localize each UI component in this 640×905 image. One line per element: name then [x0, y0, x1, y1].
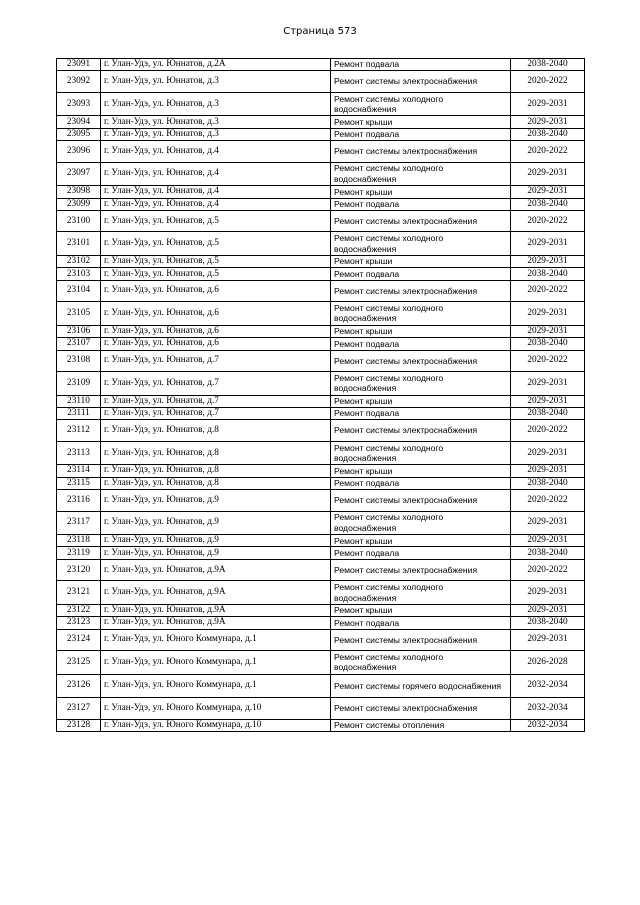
- table-row: [57, 441, 585, 465]
- address-cell: г. Улан-Удэ, ул. Юннатов, д.9А: [101, 559, 331, 581]
- table-row: [57, 350, 585, 372]
- row-number-cell: 23128: [57, 719, 101, 731]
- period-cell: 2038-2040: [511, 268, 585, 280]
- work-type-cell: Ремонт подвала: [331, 268, 511, 280]
- period-cell: 2038-2040: [511, 59, 585, 71]
- row-number-cell: 23122: [57, 604, 101, 616]
- table-row: [57, 674, 585, 698]
- row-number-cell: 23111: [57, 407, 101, 419]
- address-cell: г. Улан-Удэ, ул. Юннатов, д.9А: [101, 604, 331, 616]
- address-cell: г. Улан-Удэ, ул. Юннатов, д.5: [101, 232, 331, 256]
- address-cell: г. Улан-Удэ, ул. Юннатов, д.3: [101, 92, 331, 116]
- period-cell: 2029-2031: [511, 116, 585, 128]
- work-type-cell: Ремонт крыши: [331, 255, 511, 267]
- work-type-cell: Ремонт системы холодного водоснабжения: [331, 302, 511, 326]
- period-cell: 2020-2022: [511, 210, 585, 232]
- period-cell: 2020-2022: [511, 490, 585, 512]
- address-cell: г. Улан-Удэ, ул. Юного Коммунара, д.1: [101, 651, 331, 675]
- row-number-cell: 23125: [57, 651, 101, 675]
- work-type-cell: Ремонт системы холодного водоснабжения: [331, 92, 511, 116]
- work-type-cell: Ремонт крыши: [331, 116, 511, 128]
- period-cell: 2020-2022: [511, 141, 585, 163]
- table-row: [57, 338, 585, 350]
- address-cell: г. Улан-Удэ, ул. Юннатов, д.7: [101, 407, 331, 419]
- row-number-cell: 23091: [57, 59, 101, 71]
- address-cell: г. Улан-Удэ, ул. Юннатов, д.4: [101, 141, 331, 163]
- table-row: [57, 465, 585, 477]
- work-type-cell: Ремонт системы холодного водоснабжения: [331, 511, 511, 535]
- table-row: [57, 547, 585, 559]
- table-row: [57, 719, 585, 731]
- row-number-cell: 23092: [57, 71, 101, 93]
- row-number-cell: 23109: [57, 372, 101, 396]
- period-cell: 2038-2040: [511, 477, 585, 489]
- period-cell: 2038-2040: [511, 547, 585, 559]
- row-number-cell: 23116: [57, 490, 101, 512]
- work-type-cell: Ремонт системы электроснабжения: [331, 629, 511, 651]
- work-type-cell: Ремонт крыши: [331, 186, 511, 198]
- row-number-cell: 23115: [57, 477, 101, 489]
- period-cell: 2029-2031: [511, 604, 585, 616]
- table-row: [57, 198, 585, 210]
- row-number-cell: 23110: [57, 395, 101, 407]
- work-type-cell: Ремонт системы холодного водоснабжения: [331, 162, 511, 186]
- table-row: [57, 477, 585, 489]
- work-type-cell: Ремонт системы электроснабжения: [331, 698, 511, 720]
- period-cell: 2029-2031: [511, 511, 585, 535]
- period-cell: 2020-2022: [511, 71, 585, 93]
- row-number-cell: 23113: [57, 441, 101, 465]
- address-cell: г. Улан-Удэ, ул. Юного Коммунара, д.10: [101, 698, 331, 720]
- table-row: [57, 280, 585, 302]
- table-row: [57, 511, 585, 535]
- address-cell: г. Улан-Удэ, ул. Юннатов, д.9А: [101, 617, 331, 629]
- work-type-cell: Ремонт подвала: [331, 338, 511, 350]
- address-cell: г. Улан-Удэ, ул. Юннатов, д.5: [101, 255, 331, 267]
- page-header: Страница 573: [283, 26, 357, 37]
- address-cell: г. Улан-Удэ, ул. Юннатов, д.9: [101, 511, 331, 535]
- address-cell: г. Улан-Удэ, ул. Юннатов, д.7: [101, 350, 331, 372]
- work-type-cell: Ремонт системы холодного водоснабжения: [331, 372, 511, 396]
- row-number-cell: 23096: [57, 141, 101, 163]
- work-type-cell: Ремонт подвала: [331, 547, 511, 559]
- period-cell: 2032-2034: [511, 698, 585, 720]
- table-row: [57, 407, 585, 419]
- period-cell: 2029-2031: [511, 465, 585, 477]
- table-row: [57, 490, 585, 512]
- address-cell: г. Улан-Удэ, ул. Юннатов, д.2А: [101, 59, 331, 71]
- period-cell: 2029-2031: [511, 232, 585, 256]
- work-type-cell: Ремонт крыши: [331, 535, 511, 547]
- address-cell: г. Улан-Удэ, ул. Юннатов, д.3: [101, 71, 331, 93]
- address-cell: г. Улан-Удэ, ул. Юннатов, д.8: [101, 441, 331, 465]
- period-cell: 2029-2031: [511, 92, 585, 116]
- table-row: [57, 116, 585, 128]
- table-row: [57, 302, 585, 326]
- row-number-cell: 23106: [57, 325, 101, 337]
- address-cell: г. Улан-Удэ, ул. Юннатов, д.3: [101, 116, 331, 128]
- row-number-cell: 23107: [57, 338, 101, 350]
- work-type-cell: Ремонт подвала: [331, 59, 511, 71]
- address-cell: г. Улан-Удэ, ул. Юннатов, д.7: [101, 395, 331, 407]
- table-row: [57, 128, 585, 140]
- row-number-cell: 23097: [57, 162, 101, 186]
- works-table: [56, 58, 585, 732]
- period-cell: 2029-2031: [511, 186, 585, 198]
- table-row: [57, 186, 585, 198]
- period-cell: 2029-2031: [511, 441, 585, 465]
- row-number-cell: 23103: [57, 268, 101, 280]
- work-type-cell: Ремонт системы холодного водоснабжения: [331, 581, 511, 605]
- row-number-cell: 23120: [57, 559, 101, 581]
- period-cell: 2029-2031: [511, 395, 585, 407]
- period-cell: 2029-2031: [511, 162, 585, 186]
- work-type-cell: Ремонт системы холодного водоснабжения: [331, 232, 511, 256]
- work-type-cell: Ремонт подвала: [331, 407, 511, 419]
- period-cell: 2020-2022: [511, 280, 585, 302]
- row-number-cell: 23117: [57, 511, 101, 535]
- work-type-cell: Ремонт системы холодного водоснабжения: [331, 651, 511, 675]
- period-cell: 2038-2040: [511, 198, 585, 210]
- row-number-cell: 23102: [57, 255, 101, 267]
- address-cell: г. Улан-Удэ, ул. Юннатов, д.8: [101, 477, 331, 489]
- period-cell: 2032-2034: [511, 719, 585, 731]
- period-cell: 2038-2040: [511, 128, 585, 140]
- address-cell: г. Улан-Удэ, ул. Юннатов, д.4: [101, 186, 331, 198]
- table-row: [57, 629, 585, 651]
- address-cell: г. Улан-Удэ, ул. Юннатов, д.6: [101, 302, 331, 326]
- table-row: [57, 162, 585, 186]
- address-cell: г. Улан-Удэ, ул. Юннатов, д.5: [101, 210, 331, 232]
- row-number-cell: 23121: [57, 581, 101, 605]
- period-cell: 2038-2040: [511, 407, 585, 419]
- period-cell: 2038-2040: [511, 338, 585, 350]
- period-cell: 2029-2031: [511, 255, 585, 267]
- address-cell: г. Улан-Удэ, ул. Юного Коммунара, д.1: [101, 674, 331, 698]
- row-number-cell: 23093: [57, 92, 101, 116]
- work-type-cell: Ремонт крыши: [331, 465, 511, 477]
- address-cell: г. Улан-Удэ, ул. Юннатов, д.6: [101, 325, 331, 337]
- table-row: [57, 559, 585, 581]
- work-type-cell: Ремонт системы отопления: [331, 719, 511, 731]
- address-cell: г. Улан-Удэ, ул. Юннатов, д.9: [101, 535, 331, 547]
- work-type-cell: Ремонт подвала: [331, 477, 511, 489]
- period-cell: 2026-2028: [511, 651, 585, 675]
- address-cell: г. Улан-Удэ, ул. Юннатов, д.9: [101, 547, 331, 559]
- period-cell: 2029-2031: [511, 629, 585, 651]
- table-row: [57, 420, 585, 442]
- row-number-cell: 23112: [57, 420, 101, 442]
- row-number-cell: 23095: [57, 128, 101, 140]
- period-cell: 2020-2022: [511, 350, 585, 372]
- work-type-cell: Ремонт системы электроснабжения: [331, 71, 511, 93]
- table-row: [57, 232, 585, 256]
- work-type-cell: Ремонт системы электроснабжения: [331, 420, 511, 442]
- address-cell: г. Улан-Удэ, ул. Юннатов, д.9: [101, 490, 331, 512]
- row-number-cell: 23094: [57, 116, 101, 128]
- table-row: [57, 372, 585, 396]
- address-cell: г. Улан-Удэ, ул. Юннатов, д.9А: [101, 581, 331, 605]
- table-row: [57, 210, 585, 232]
- address-cell: г. Улан-Удэ, ул. Юннатов, д.8: [101, 465, 331, 477]
- row-number-cell: 23108: [57, 350, 101, 372]
- period-cell: 2032-2034: [511, 674, 585, 698]
- work-type-cell: Ремонт подвала: [331, 617, 511, 629]
- table-body: [57, 59, 585, 732]
- table-row: [57, 581, 585, 605]
- work-type-cell: Ремонт системы холодного водоснабжения: [331, 441, 511, 465]
- work-type-cell: Ремонт подвала: [331, 198, 511, 210]
- work-type-cell: Ремонт крыши: [331, 395, 511, 407]
- row-number-cell: 23119: [57, 547, 101, 559]
- work-type-cell: Ремонт системы электроснабжения: [331, 210, 511, 232]
- work-type-cell: Ремонт подвала: [331, 128, 511, 140]
- row-number-cell: 23101: [57, 232, 101, 256]
- address-cell: г. Улан-Удэ, ул. Юннатов, д.6: [101, 338, 331, 350]
- address-cell: г. Улан-Удэ, ул. Юннатов, д.7: [101, 372, 331, 396]
- period-cell: 2020-2022: [511, 420, 585, 442]
- row-number-cell: 23104: [57, 280, 101, 302]
- table-row: [57, 698, 585, 720]
- table-row: [57, 255, 585, 267]
- row-number-cell: 23099: [57, 198, 101, 210]
- work-type-cell: Ремонт системы электроснабжения: [331, 490, 511, 512]
- row-number-cell: 23105: [57, 302, 101, 326]
- table-row: [57, 604, 585, 616]
- period-cell: 2029-2031: [511, 372, 585, 396]
- address-cell: г. Улан-Удэ, ул. Юннатов, д.6: [101, 280, 331, 302]
- address-cell: г. Улан-Удэ, ул. Юного Коммунара, д.10: [101, 719, 331, 731]
- table-row: [57, 59, 585, 71]
- row-number-cell: 23100: [57, 210, 101, 232]
- work-type-cell: Ремонт системы электроснабжения: [331, 559, 511, 581]
- row-number-cell: 23124: [57, 629, 101, 651]
- row-number-cell: 23114: [57, 465, 101, 477]
- address-cell: г. Улан-Удэ, ул. Юннатов, д.8: [101, 420, 331, 442]
- work-type-cell: Ремонт крыши: [331, 325, 511, 337]
- table-row: [57, 71, 585, 93]
- period-cell: 2020-2022: [511, 559, 585, 581]
- table-row: [57, 395, 585, 407]
- address-cell: г. Улан-Удэ, ул. Юннатов, д.5: [101, 268, 331, 280]
- table-row: [57, 651, 585, 675]
- address-cell: г. Улан-Удэ, ул. Юного Коммунара, д.1: [101, 629, 331, 651]
- work-type-cell: Ремонт системы электроснабжения: [331, 141, 511, 163]
- row-number-cell: 23127: [57, 698, 101, 720]
- address-cell: г. Улан-Удэ, ул. Юннатов, д.4: [101, 198, 331, 210]
- work-type-cell: Ремонт системы горячего водоснабжения: [331, 674, 511, 698]
- row-number-cell: 23118: [57, 535, 101, 547]
- address-cell: г. Улан-Удэ, ул. Юннатов, д.3: [101, 128, 331, 140]
- period-cell: 2029-2031: [511, 581, 585, 605]
- table-row: [57, 141, 585, 163]
- table-row: [57, 268, 585, 280]
- period-cell: 2029-2031: [511, 325, 585, 337]
- row-number-cell: 23123: [57, 617, 101, 629]
- work-type-cell: Ремонт крыши: [331, 604, 511, 616]
- address-cell: г. Улан-Удэ, ул. Юннатов, д.4: [101, 162, 331, 186]
- table-row: [57, 325, 585, 337]
- table-row: [57, 617, 585, 629]
- work-type-cell: Ремонт системы электроснабжения: [331, 350, 511, 372]
- period-cell: 2029-2031: [511, 535, 585, 547]
- work-type-cell: Ремонт системы электроснабжения: [331, 280, 511, 302]
- table-row: [57, 535, 585, 547]
- period-cell: 2029-2031: [511, 302, 585, 326]
- table-row: [57, 92, 585, 116]
- row-number-cell: 23098: [57, 186, 101, 198]
- period-cell: 2038-2040: [511, 617, 585, 629]
- row-number-cell: 23126: [57, 674, 101, 698]
